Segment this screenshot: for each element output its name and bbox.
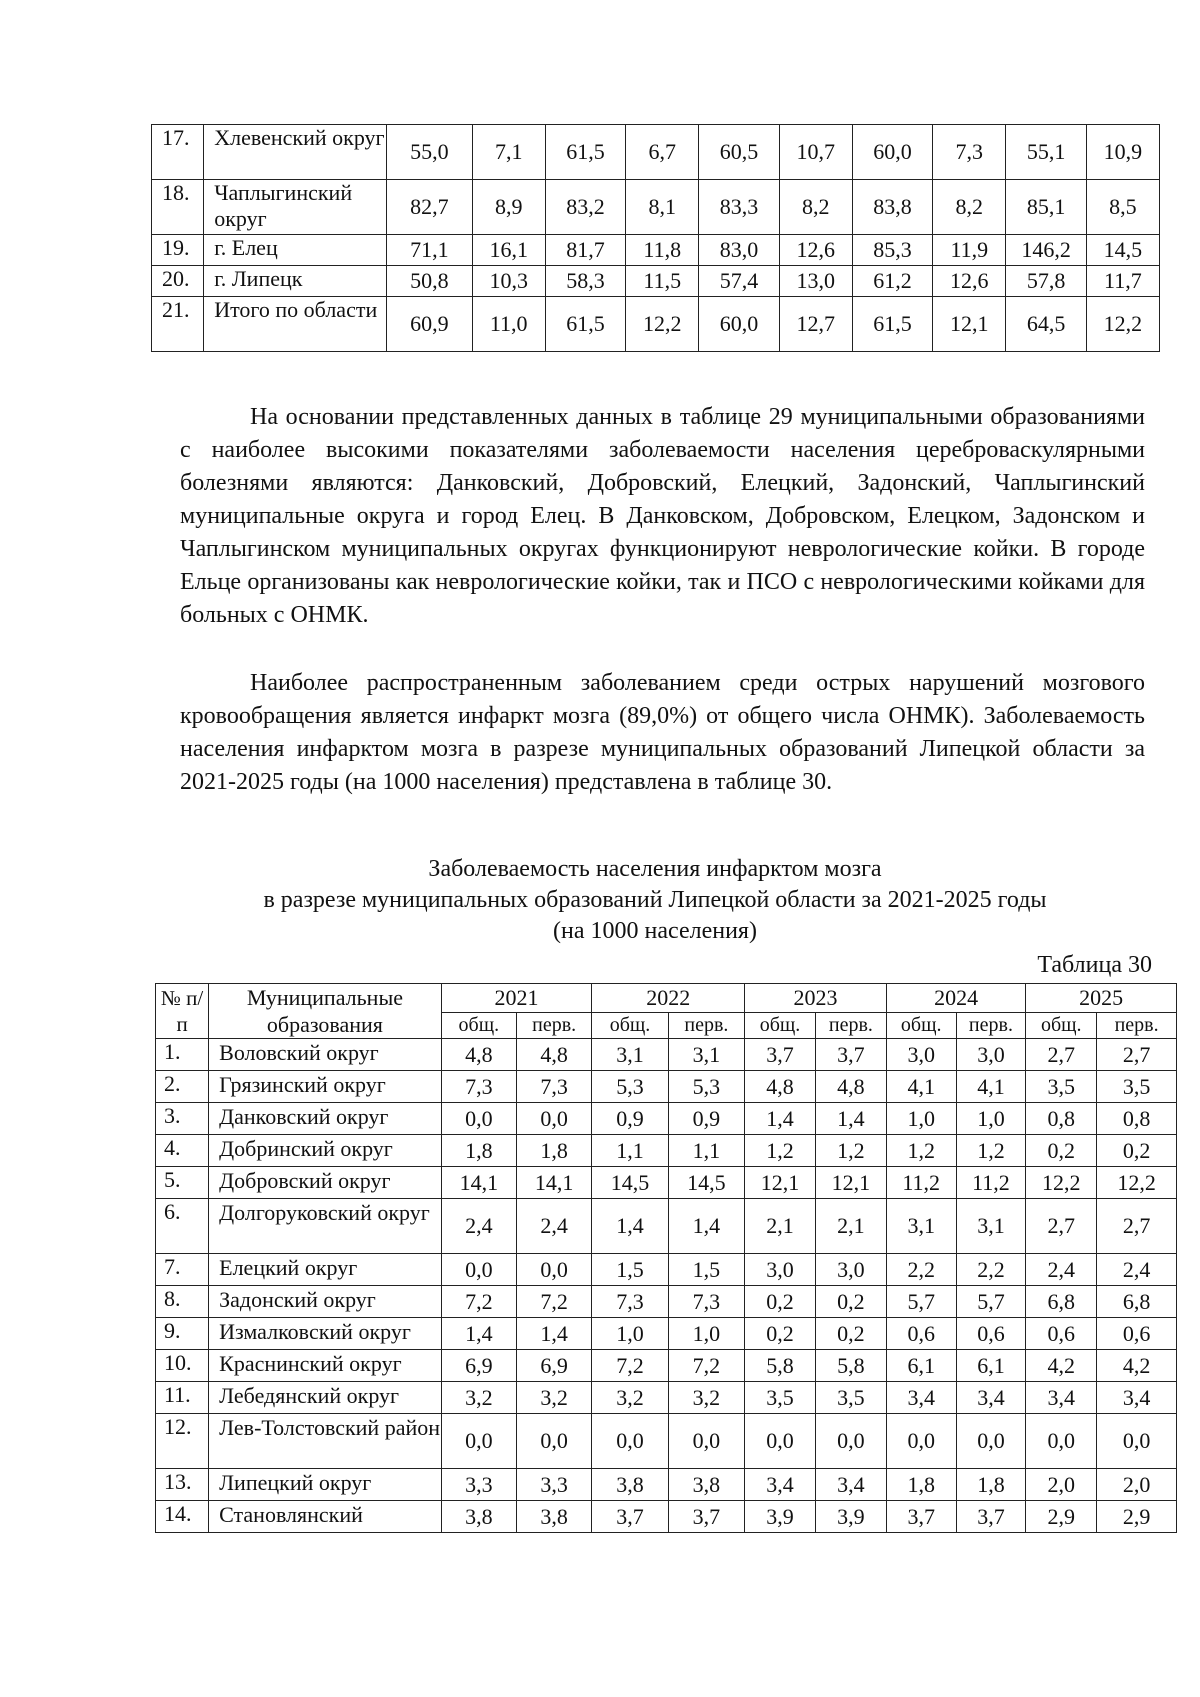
value-cell: 0,8: [1026, 1103, 1097, 1135]
value-cell: 0,0: [956, 1414, 1026, 1469]
value-cell: 3,7: [886, 1501, 956, 1533]
paragraph-text: Наиболее распространенным заболеванием среди острых нарушений мозгового кровообращения является инфаркт мозга (89,0%) от общего числа ОНМК). Заболеваемость населения инфарктом мозга в разрезе муниципальных образований Липецкой области за 2021-2025 годы (на 1000 населения) представлена в таблице 30.: [180, 670, 1145, 795]
value-cell: 2,0: [1097, 1469, 1177, 1501]
table-row: [156, 1167, 1177, 1199]
municipality-name: Воловский округ: [209, 1039, 442, 1071]
value-cell: 83,3: [699, 180, 779, 235]
value-cell: 8,5: [1086, 180, 1159, 235]
value-cell: 3,1: [886, 1199, 956, 1254]
value-cell: 7,3: [668, 1286, 744, 1318]
table-30: [155, 983, 1177, 1533]
value-cell: 3,1: [592, 1039, 668, 1071]
table-row: [156, 1103, 1177, 1135]
value-cell: 1,4: [745, 1103, 816, 1135]
table-30-header: [156, 984, 1177, 1039]
value-cell: 7,2: [592, 1350, 668, 1382]
value-cell: 83,8: [852, 180, 932, 235]
municipality-name: г. Липецк: [204, 266, 387, 297]
row-number: 14.: [156, 1501, 209, 1533]
value-cell: 12,6: [933, 266, 1006, 297]
paragraph-conclusion: [180, 401, 1145, 632]
municipality-name: Долгоруковский округ: [209, 1199, 442, 1254]
table-29-body: [152, 125, 1160, 352]
header-primary: перв.: [668, 1013, 744, 1039]
value-cell: 3,5: [745, 1382, 816, 1414]
value-cell: 3,9: [815, 1501, 886, 1533]
header-year: 2021: [441, 984, 592, 1013]
value-cell: 6,8: [1097, 1286, 1177, 1318]
value-cell: 61,5: [545, 297, 625, 352]
value-cell: 8,2: [933, 180, 1006, 235]
value-cell: 3,7: [956, 1501, 1026, 1533]
value-cell: 3,0: [745, 1254, 816, 1286]
value-cell: 4,8: [441, 1039, 516, 1071]
value-cell: 1,2: [745, 1135, 816, 1167]
value-cell: 10,7: [779, 125, 852, 180]
row-number: 5.: [156, 1167, 209, 1199]
value-cell: 1,4: [441, 1318, 516, 1350]
value-cell: 0,9: [592, 1103, 668, 1135]
table-row: [156, 1199, 1177, 1254]
value-cell: 3,5: [1026, 1071, 1097, 1103]
value-cell: 0,8: [1097, 1103, 1177, 1135]
value-cell: 3,7: [815, 1039, 886, 1071]
value-cell: 60,9: [387, 297, 473, 352]
value-cell: 0,2: [815, 1286, 886, 1318]
value-cell: 3,5: [1097, 1071, 1177, 1103]
value-cell: 55,1: [1006, 125, 1086, 180]
value-cell: 2,4: [1026, 1254, 1097, 1286]
value-cell: 3,4: [815, 1469, 886, 1501]
value-cell: 6,1: [956, 1350, 1026, 1382]
municipality-name: Добринский округ: [209, 1135, 442, 1167]
value-cell: 0,0: [815, 1414, 886, 1469]
table-row: [156, 1135, 1177, 1167]
value-cell: 0,2: [815, 1318, 886, 1350]
value-cell: 1,0: [886, 1103, 956, 1135]
value-cell: 2,9: [1026, 1501, 1097, 1533]
value-cell: 4,1: [886, 1071, 956, 1103]
value-cell: 12,2: [626, 297, 699, 352]
table-row: [156, 1382, 1177, 1414]
value-cell: 3,8: [516, 1501, 591, 1533]
value-cell: 61,5: [852, 297, 932, 352]
table-row: [156, 1350, 1177, 1382]
value-cell: 10,9: [1086, 125, 1159, 180]
header-primary: перв.: [516, 1013, 591, 1039]
value-cell: 12,1: [815, 1167, 886, 1199]
value-cell: 2,1: [745, 1199, 816, 1254]
value-cell: 1,2: [886, 1135, 956, 1167]
value-cell: 3,0: [956, 1039, 1026, 1071]
value-cell: 1,4: [815, 1103, 886, 1135]
value-cell: 11,0: [472, 297, 545, 352]
value-cell: 2,2: [956, 1254, 1026, 1286]
table-row: [152, 180, 1160, 235]
value-cell: 3,4: [886, 1382, 956, 1414]
caption-line: в разрезе муниципальных образований Липецкой области за 2021-2025 годы: [263, 887, 1047, 913]
table-row: [156, 1254, 1177, 1286]
value-cell: 1,8: [516, 1135, 591, 1167]
table-row: [152, 266, 1160, 297]
municipality-name: Липецкий округ: [209, 1469, 442, 1501]
table-row: [156, 1414, 1177, 1469]
municipality-name: Елецкий округ: [209, 1254, 442, 1286]
value-cell: 2,7: [1097, 1039, 1177, 1071]
value-cell: 5,7: [956, 1286, 1026, 1318]
caption-line: Заболеваемость населения инфарктом мозга: [428, 856, 882, 882]
value-cell: 1,0: [956, 1103, 1026, 1135]
value-cell: 3,8: [441, 1501, 516, 1533]
value-cell: 0,2: [1026, 1135, 1097, 1167]
value-cell: 12,2: [1026, 1167, 1097, 1199]
value-cell: 11,9: [933, 235, 1006, 266]
value-cell: 3,2: [668, 1382, 744, 1414]
value-cell: 5,3: [592, 1071, 668, 1103]
row-number: 17.: [152, 125, 204, 180]
value-cell: 16,1: [472, 235, 545, 266]
value-cell: 1,0: [668, 1318, 744, 1350]
value-cell: 3,4: [1026, 1382, 1097, 1414]
value-cell: 1,1: [592, 1135, 668, 1167]
value-cell: 0,0: [516, 1254, 591, 1286]
value-cell: 2,9: [1097, 1501, 1177, 1533]
value-cell: 85,3: [852, 235, 932, 266]
value-cell: 2,4: [516, 1199, 591, 1254]
row-number: 12.: [156, 1414, 209, 1469]
value-cell: 7,3: [441, 1071, 516, 1103]
value-cell: 8,1: [626, 180, 699, 235]
value-cell: 6,9: [516, 1350, 591, 1382]
value-cell: 2,7: [1026, 1039, 1097, 1071]
value-cell: 5,7: [886, 1286, 956, 1318]
value-cell: 2,7: [1026, 1199, 1097, 1254]
value-cell: 57,8: [1006, 266, 1086, 297]
row-number: 10.: [156, 1350, 209, 1382]
value-cell: 3,4: [1097, 1382, 1177, 1414]
value-cell: 0,0: [745, 1414, 816, 1469]
value-cell: 3,0: [886, 1039, 956, 1071]
value-cell: 1,8: [441, 1135, 516, 1167]
table-row: [156, 1501, 1177, 1533]
header-total: общ.: [886, 1013, 956, 1039]
header-primary: перв.: [1097, 1013, 1177, 1039]
value-cell: 3,4: [956, 1382, 1026, 1414]
value-cell: 1,2: [956, 1135, 1026, 1167]
value-cell: 0,6: [956, 1318, 1026, 1350]
value-cell: 6,8: [1026, 1286, 1097, 1318]
value-cell: 8,9: [472, 180, 545, 235]
municipality-name: Краснинский округ: [209, 1350, 442, 1382]
value-cell: 3,3: [516, 1469, 591, 1501]
municipality-name: Итого по области: [204, 297, 387, 352]
value-cell: 83,0: [699, 235, 779, 266]
municipality-name: Данковский округ: [209, 1103, 442, 1135]
value-cell: 0,0: [592, 1414, 668, 1469]
paragraph-infarction: [180, 667, 1145, 799]
row-number: 20.: [152, 266, 204, 297]
value-cell: 14,1: [516, 1167, 591, 1199]
value-cell: 0,2: [745, 1286, 816, 1318]
municipality-name: г. Елец: [204, 235, 387, 266]
value-cell: 10,3: [472, 266, 545, 297]
value-cell: 2,7: [1097, 1199, 1177, 1254]
value-cell: 60,5: [699, 125, 779, 180]
row-number: 19.: [152, 235, 204, 266]
value-cell: 3,0: [815, 1254, 886, 1286]
row-number: 3.: [156, 1103, 209, 1135]
table-30-body: [156, 1039, 1177, 1533]
value-cell: 0,2: [745, 1318, 816, 1350]
value-cell: 0,0: [886, 1414, 956, 1469]
value-cell: 82,7: [387, 180, 473, 235]
header-total: общ.: [441, 1013, 516, 1039]
value-cell: 11,8: [626, 235, 699, 266]
value-cell: 0,0: [516, 1414, 591, 1469]
value-cell: 14,5: [1086, 235, 1159, 266]
table-row: [156, 1286, 1177, 1318]
table-29-continuation: [151, 124, 1160, 352]
value-cell: 0,9: [668, 1103, 744, 1135]
value-cell: 1,8: [886, 1469, 956, 1501]
value-cell: 61,2: [852, 266, 932, 297]
header-total: общ.: [745, 1013, 816, 1039]
municipality-name: Измалковский округ: [209, 1318, 442, 1350]
value-cell: 60,0: [699, 297, 779, 352]
value-cell: 3,7: [668, 1501, 744, 1533]
table-row: [156, 1318, 1177, 1350]
value-cell: 2,4: [1097, 1254, 1177, 1286]
value-cell: 3,8: [592, 1469, 668, 1501]
row-number: 9.: [156, 1318, 209, 1350]
value-cell: 61,5: [545, 125, 625, 180]
value-cell: 3,7: [745, 1039, 816, 1071]
municipality-name: Хлевенский округ: [204, 125, 387, 180]
header-municipality: Муниципальные образования: [209, 984, 442, 1039]
row-number: 7.: [156, 1254, 209, 1286]
value-cell: 7,2: [668, 1350, 744, 1382]
value-cell: 4,2: [1026, 1350, 1097, 1382]
table-row: [156, 1469, 1177, 1501]
value-cell: 12,6: [779, 235, 852, 266]
value-cell: 11,5: [626, 266, 699, 297]
table-30-caption: [150, 854, 1160, 947]
value-cell: 3,2: [592, 1382, 668, 1414]
table-row: [152, 235, 1160, 266]
value-cell: 0,0: [441, 1103, 516, 1135]
value-cell: 1,4: [516, 1318, 591, 1350]
value-cell: 3,5: [815, 1382, 886, 1414]
header-year: 2024: [886, 984, 1026, 1013]
value-cell: 14,1: [441, 1167, 516, 1199]
row-number: 4.: [156, 1135, 209, 1167]
value-cell: 8,2: [779, 180, 852, 235]
value-cell: 2,0: [1026, 1469, 1097, 1501]
value-cell: 1,2: [815, 1135, 886, 1167]
value-cell: 4,2: [1097, 1350, 1177, 1382]
municipality-name: Грязинский округ: [209, 1071, 442, 1103]
value-cell: 7,3: [592, 1286, 668, 1318]
table-row: [156, 1039, 1177, 1071]
value-cell: 0,0: [441, 1414, 516, 1469]
value-cell: 0,6: [1026, 1318, 1097, 1350]
header-year: 2023: [745, 984, 887, 1013]
value-cell: 5,8: [745, 1350, 816, 1382]
value-cell: 0,0: [1097, 1414, 1177, 1469]
value-cell: 58,3: [545, 266, 625, 297]
value-cell: 60,0: [852, 125, 932, 180]
row-number: 11.: [156, 1382, 209, 1414]
value-cell: 7,1: [472, 125, 545, 180]
value-cell: 4,8: [745, 1071, 816, 1103]
value-cell: 1,1: [668, 1135, 744, 1167]
value-cell: 3,9: [745, 1501, 816, 1533]
value-cell: 3,7: [592, 1501, 668, 1533]
value-cell: 81,7: [545, 235, 625, 266]
municipality-name: Добровский округ: [209, 1167, 442, 1199]
value-cell: 1,5: [592, 1254, 668, 1286]
value-cell: 11,2: [956, 1167, 1026, 1199]
value-cell: 6,9: [441, 1350, 516, 1382]
value-cell: 4,1: [956, 1071, 1026, 1103]
table-30-label: Таблица 30: [1037, 952, 1152, 978]
value-cell: 3,3: [441, 1469, 516, 1501]
header-primary: перв.: [815, 1013, 886, 1039]
value-cell: 2,4: [441, 1199, 516, 1254]
value-cell: 57,4: [699, 266, 779, 297]
value-cell: 6,7: [626, 125, 699, 180]
paragraph-text: На основании представленных данных в таблице 29 муниципальными образованиями с наиболее высокими показателями заболеваемости населения цереброваскулярными болезнями являются: Данковский, Добровский, Елецкий, Задонский, Чаплыгинский муниципальные округа и город Елец. В Данковском, Добровском, Елецком, Задонском и Чаплыгинском муниципальных округах функционируют неврологические койки. В городе Ельце организованы как неврологические койки, так и ПСО с неврологическими койками для больных с ОНМК.: [180, 404, 1145, 628]
value-cell: 3,4: [745, 1469, 816, 1501]
value-cell: 0,0: [1026, 1414, 1097, 1469]
value-cell: 12,1: [745, 1167, 816, 1199]
value-cell: 3,8: [668, 1469, 744, 1501]
value-cell: 7,2: [516, 1286, 591, 1318]
value-cell: 146,2: [1006, 235, 1086, 266]
value-cell: 12,7: [779, 297, 852, 352]
row-number: 21.: [152, 297, 204, 352]
value-cell: 14,5: [592, 1167, 668, 1199]
municipality-name: Становлянский: [209, 1501, 442, 1533]
value-cell: 12,1: [933, 297, 1006, 352]
table-row: [152, 125, 1160, 180]
value-cell: 0,6: [1097, 1318, 1177, 1350]
value-cell: 0,6: [886, 1318, 956, 1350]
header-year: 2022: [592, 984, 745, 1013]
header-year: 2025: [1026, 984, 1177, 1013]
header-total: общ.: [1026, 1013, 1097, 1039]
value-cell: 3,2: [441, 1382, 516, 1414]
value-cell: 12,2: [1086, 297, 1159, 352]
value-cell: 5,3: [668, 1071, 744, 1103]
value-cell: 4,8: [815, 1071, 886, 1103]
municipality-name: Лев-Толстовский район: [209, 1414, 442, 1469]
value-cell: 6,1: [886, 1350, 956, 1382]
value-cell: 2,1: [815, 1199, 886, 1254]
value-cell: 12,2: [1097, 1167, 1177, 1199]
value-cell: 1,8: [956, 1469, 1026, 1501]
value-cell: 7,3: [933, 125, 1006, 180]
value-cell: 4,8: [516, 1039, 591, 1071]
value-cell: 1,0: [592, 1318, 668, 1350]
value-cell: 64,5: [1006, 297, 1086, 352]
municipality-name: Задонский округ: [209, 1286, 442, 1318]
row-number: 18.: [152, 180, 204, 235]
value-cell: 7,3: [516, 1071, 591, 1103]
value-cell: 0,0: [441, 1254, 516, 1286]
header-total: общ.: [592, 1013, 668, 1039]
value-cell: 14,5: [668, 1167, 744, 1199]
value-cell: 85,1: [1006, 180, 1086, 235]
value-cell: 55,0: [387, 125, 473, 180]
value-cell: 83,2: [545, 180, 625, 235]
value-cell: 11,2: [886, 1167, 956, 1199]
row-number: 6.: [156, 1199, 209, 1254]
value-cell: 2,2: [886, 1254, 956, 1286]
value-cell: 71,1: [387, 235, 473, 266]
value-cell: 3,1: [668, 1039, 744, 1071]
value-cell: 0,2: [1097, 1135, 1177, 1167]
caption-line: (на 1000 населения): [553, 918, 757, 944]
value-cell: 0,0: [516, 1103, 591, 1135]
municipality-name: Чаплыгинский округ: [204, 180, 387, 235]
value-cell: 50,8: [387, 266, 473, 297]
header-primary: перв.: [956, 1013, 1026, 1039]
row-number: 8.: [156, 1286, 209, 1318]
value-cell: 1,4: [592, 1199, 668, 1254]
value-cell: 7,2: [441, 1286, 516, 1318]
value-cell: 0,0: [668, 1414, 744, 1469]
row-number: 2.: [156, 1071, 209, 1103]
municipality-name: Лебедянский округ: [209, 1382, 442, 1414]
table-row: [152, 297, 1160, 352]
value-cell: 1,5: [668, 1254, 744, 1286]
header-number: № п/п: [156, 984, 209, 1039]
value-cell: 1,4: [668, 1199, 744, 1254]
value-cell: 5,8: [815, 1350, 886, 1382]
value-cell: 13,0: [779, 266, 852, 297]
row-number: 1.: [156, 1039, 209, 1071]
row-number: 13.: [156, 1469, 209, 1501]
value-cell: 11,7: [1086, 266, 1159, 297]
value-cell: 3,1: [956, 1199, 1026, 1254]
table-row: [156, 1071, 1177, 1103]
value-cell: 3,2: [516, 1382, 591, 1414]
